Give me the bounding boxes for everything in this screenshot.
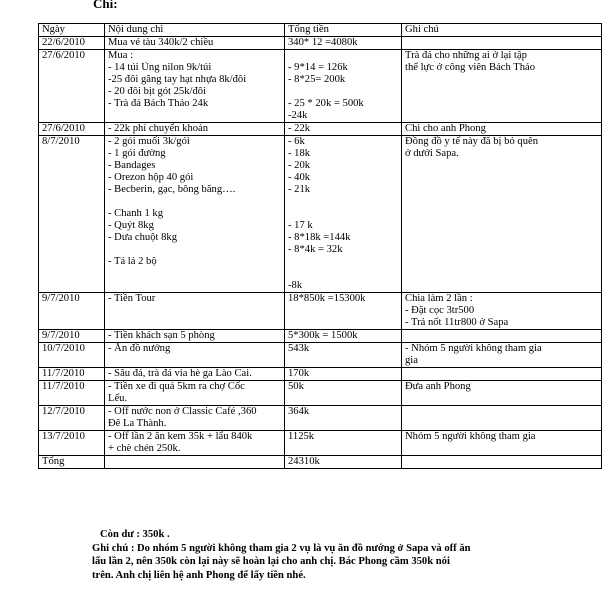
- cell-content-line: - 14 túi Ũng nilon 9k/túi: [108, 62, 212, 73]
- cell-amount: [285, 37, 402, 50]
- cell-amount-line: - 6k: [288, 136, 305, 147]
- cell-amount: [285, 136, 402, 293]
- cell-content-line: - Bandages: [108, 160, 156, 171]
- cell-amount-line: - 20k: [288, 160, 311, 171]
- total-note-cell: [402, 456, 602, 469]
- cell-content-line: - Chanh 1 kg: [108, 208, 164, 219]
- footer-note-line: trên. Anh chị liên hệ anh Phong để lấy tiền nhé.: [92, 569, 306, 581]
- cell-date: 22/6/2010: [39, 37, 105, 50]
- cell-note-line: [405, 37, 598, 49]
- cell-amount-line: [288, 86, 398, 98]
- cell-note: [402, 136, 602, 293]
- cell-note-line: Chia làm 2 lần :: [405, 293, 473, 304]
- cell-note-line: [405, 368, 598, 380]
- section-heading: Chi:: [93, 0, 118, 11]
- cell-note-line: ở dưới Sapa.: [405, 148, 459, 159]
- cell-amount-line: 18*850k =15300k: [288, 293, 366, 304]
- cell-amount-line: - 40k: [288, 172, 311, 183]
- cell-note-line: Trà đá cho những ai ở lại tập: [405, 50, 527, 61]
- cell-note: [402, 293, 602, 330]
- cell-content: [105, 406, 285, 431]
- cell-amount: [285, 123, 402, 136]
- cell-content: [105, 37, 285, 50]
- cell-content-line: - Tiền Tour: [108, 293, 156, 304]
- footer-note-line: lẩu lần 2, nên 350k còn lại này sẽ hoàn lại cho anh chị. Bác Phong cầm 350k nói: [92, 556, 450, 567]
- cell-content-line: Đê La Thành.: [108, 418, 167, 429]
- cell-content: [105, 431, 285, 456]
- cell-amount-line: - 25 * 20k = 500k: [288, 98, 364, 109]
- total-label: Tổng: [39, 456, 105, 469]
- cell-amount-line: 50k: [288, 381, 304, 392]
- cell-content: [105, 343, 285, 368]
- cell-amount-line: - 17 k: [288, 220, 313, 231]
- header-amount: Tổng tiền: [285, 24, 402, 37]
- cell-note-line: Đưa anh Phong: [405, 381, 471, 392]
- table-row: [39, 136, 602, 293]
- cell-content: [105, 381, 285, 406]
- cell-content-line: Mua :: [108, 50, 134, 61]
- header-note: Ghi chú: [402, 24, 602, 37]
- cell-note-line: Đồng đồ y tế này đã bị bỏ quên: [405, 136, 538, 147]
- cell-amount-line: 5*300k = 1500k: [288, 330, 358, 341]
- table-row: [39, 50, 602, 123]
- cell-content-line: - 1 gói đường: [108, 148, 166, 159]
- cell-note-line: thể lực ở công viên Bách Thảo: [405, 62, 535, 73]
- cell-content-line: -25 đôi găng tay hạt nhựa 8k/đôi: [108, 74, 247, 85]
- balance-text: Còn dư : 350k .: [100, 529, 170, 540]
- cell-note: [402, 37, 602, 50]
- cell-amount: [285, 381, 402, 406]
- expense-table: [38, 23, 602, 469]
- cell-note: [402, 330, 602, 343]
- table-row: [39, 406, 602, 431]
- cell-amount-line: [288, 50, 398, 62]
- table-row: [39, 368, 602, 381]
- cell-content-line: - Ăn đồ nướng: [108, 343, 171, 354]
- cell-date: 10/7/2010: [39, 343, 105, 368]
- cell-date: 13/7/2010: [39, 431, 105, 456]
- cell-date: 12/7/2010: [39, 406, 105, 431]
- cell-amount-line: -24k: [288, 110, 308, 121]
- cell-note-line: Chi cho anh Phong: [405, 123, 486, 134]
- cell-content-line: - 2 gói muối 3k/gói: [108, 136, 190, 147]
- header-date: Ngày: [39, 24, 105, 37]
- cell-note: [402, 343, 602, 368]
- cell-content-line: - Trà đá Bách Thảo 24k: [108, 98, 209, 109]
- cell-date: 11/7/2010: [39, 368, 105, 381]
- cell-content: [105, 123, 285, 136]
- table-body: [39, 37, 602, 456]
- cell-content: [105, 368, 285, 381]
- cell-amount: [285, 406, 402, 431]
- cell-amount-line: [288, 268, 398, 280]
- cell-amount-line: - 8*25= 200k: [288, 74, 346, 85]
- cell-content-line: - Tiền xe đi quá 5km ra chợ Cốc: [108, 381, 245, 392]
- cell-content-line: - Off lần 2 ăn kem 35k + lẩu 840k: [108, 431, 253, 442]
- cell-amount: [285, 368, 402, 381]
- cell-note-line: - Nhóm 5 người không tham gia: [405, 343, 542, 354]
- cell-amount-line: - 8*4k = 32k: [288, 244, 343, 255]
- table-row: [39, 381, 602, 406]
- cell-amount: [285, 330, 402, 343]
- table-row: [39, 123, 602, 136]
- cell-content-line: + chè chén 250k.: [108, 443, 181, 454]
- cell-content: [105, 136, 285, 293]
- cell-note-line: gia: [405, 355, 418, 366]
- cell-amount-line: 543k: [288, 343, 310, 354]
- table-row: [39, 431, 602, 456]
- cell-note-line: [405, 406, 598, 418]
- cell-note: [402, 381, 602, 406]
- table-header-row: [39, 24, 602, 37]
- footer-note-line: Ghi chú : Do nhóm 5 người không tham gia 2 vụ là vụ ăn đồ nướng ở Sapa và off ăn: [92, 542, 471, 554]
- cell-amount: [285, 431, 402, 456]
- cell-note-line: [405, 330, 598, 342]
- cell-content-line: Lếu.: [108, 393, 128, 404]
- cell-amount-line: [288, 208, 398, 220]
- header-content: Nội dung chi: [105, 24, 285, 37]
- footer-note-block: [92, 542, 532, 583]
- cell-content-line: - Sâu đá, trà đá vỉa hè ga Lào Cai.: [108, 368, 252, 379]
- cell-note: [402, 123, 602, 136]
- total-empty-cell: [105, 456, 285, 469]
- cell-amount-line: 170k: [288, 368, 310, 379]
- cell-amount-line: - 22k: [288, 123, 311, 134]
- cell-note: [402, 406, 602, 431]
- total-value: 24310k: [285, 456, 402, 469]
- cell-amount: [285, 343, 402, 368]
- cell-amount-line: 1125k: [288, 431, 315, 442]
- cell-date: 11/7/2010: [39, 381, 105, 406]
- cell-amount-line: -8k: [288, 280, 303, 291]
- cell-amount-line: [288, 196, 398, 208]
- table-row: [39, 330, 602, 343]
- total-row: [39, 456, 602, 469]
- cell-content-line: - 22k phí chuyển khoản: [108, 123, 209, 134]
- cell-amount-line: - 18k: [288, 148, 311, 159]
- cell-content: [105, 50, 285, 123]
- cell-content-line: [108, 196, 281, 208]
- cell-content-line: - 20 đôi bịt gót 25k/đôi: [108, 86, 206, 97]
- cell-date: 9/7/2010: [39, 293, 105, 330]
- cell-content-line: - Becberin, gạc, bông băng….: [108, 184, 236, 195]
- cell-note: [402, 431, 602, 456]
- table-row: [39, 37, 602, 50]
- cell-content-line: - Tá lả 2 bộ: [108, 256, 157, 267]
- cell-note: [402, 368, 602, 381]
- cell-content-line: - Quýt 8kg: [108, 220, 154, 231]
- cell-amount-line: - 9*14 = 126k: [288, 62, 348, 73]
- cell-note-line: - Trả nốt 11tr800 ở Sapa: [405, 317, 509, 328]
- cell-date: 27/6/2010: [39, 123, 105, 136]
- table-row: [39, 343, 602, 368]
- cell-content: [105, 293, 285, 330]
- cell-amount: [285, 293, 402, 330]
- cell-amount-line: - 21k: [288, 184, 311, 195]
- cell-note-line: - Đặt cọc 3tr500: [405, 305, 475, 316]
- cell-content-line: - Orezon hộp 40 gói: [108, 172, 194, 183]
- cell-amount: [285, 50, 402, 123]
- cell-amount-line: 340* 12 =4080k: [288, 37, 358, 48]
- cell-date: 9/7/2010: [39, 330, 105, 343]
- cell-content-line: [108, 244, 281, 256]
- cell-note-line: Nhóm 5 người không tham gia: [405, 431, 536, 442]
- cell-note: [402, 50, 602, 123]
- cell-date: 27/6/2010: [39, 50, 105, 123]
- cell-content: [105, 330, 285, 343]
- footer-notes: [92, 528, 532, 582]
- cell-content-line: Mua vé tàu 340k/2 chiều: [108, 37, 214, 48]
- cell-amount-line: - 8*18k =144k: [288, 232, 351, 243]
- table-row: [39, 293, 602, 330]
- cell-amount-line: 364k: [288, 406, 310, 417]
- cell-date: 8/7/2010: [39, 136, 105, 293]
- cell-amount-line: [288, 256, 398, 268]
- cell-content-line: - Dưa chuột 8kg: [108, 232, 177, 243]
- cell-content-line: - Tiền khách sạn 5 phòng: [108, 330, 215, 341]
- cell-content-line: - Off nước non ở Classic Café ,360: [108, 406, 257, 417]
